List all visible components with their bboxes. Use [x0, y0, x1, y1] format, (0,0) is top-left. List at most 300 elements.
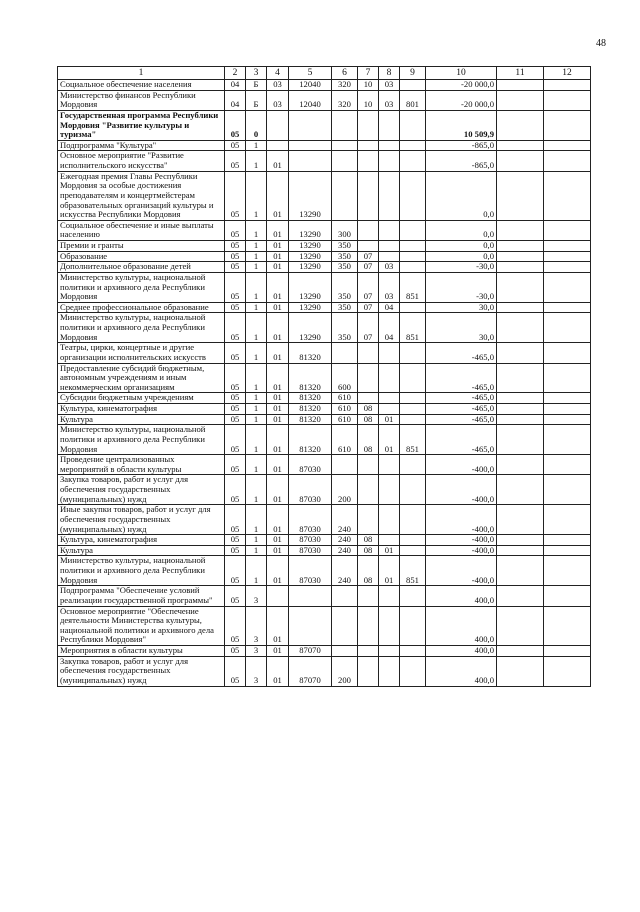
table-row	[58, 241, 591, 252]
code-cell	[400, 455, 426, 475]
table-body	[58, 80, 591, 687]
code-cell: 1	[246, 302, 267, 313]
code-cell: 01	[267, 556, 289, 586]
code-cell: 01	[267, 262, 289, 273]
code-cell: 01	[267, 302, 289, 313]
table-row	[58, 505, 591, 535]
code-cell	[400, 241, 426, 252]
code-cell: 240	[332, 535, 358, 546]
code-cell: 1	[246, 455, 267, 475]
code-cell: 13290	[289, 251, 332, 262]
code-cell: 13290	[289, 272, 332, 302]
amount-cell: -400,0	[426, 505, 497, 535]
empty-cell	[497, 343, 544, 363]
code-cell: 300	[332, 220, 358, 240]
budget-table	[57, 66, 591, 687]
empty-cell	[497, 90, 544, 110]
code-cell: 05	[225, 140, 246, 151]
amount-cell: -400,0	[426, 535, 497, 546]
code-cell: 05	[225, 505, 246, 535]
code-cell: 3	[246, 586, 267, 606]
column-header: 6	[332, 67, 358, 80]
code-cell: 10	[358, 80, 379, 91]
item-name-cell: Основное мероприятие "Развитие исполнительского искусства"	[58, 151, 225, 171]
code-cell: 05	[225, 606, 246, 646]
code-cell: 05	[225, 535, 246, 546]
code-cell: 01	[267, 241, 289, 252]
amount-cell: 0,0	[426, 220, 497, 240]
code-cell: 200	[332, 475, 358, 505]
empty-cell	[497, 556, 544, 586]
code-cell: 851	[400, 425, 426, 455]
code-cell: 350	[332, 251, 358, 262]
code-cell: 05	[225, 425, 246, 455]
code-cell: 87030	[289, 475, 332, 505]
code-cell: 600	[332, 363, 358, 393]
code-cell: 610	[332, 404, 358, 415]
amount-cell: 30,0	[426, 302, 497, 313]
code-cell	[332, 140, 358, 151]
code-cell	[358, 110, 379, 140]
empty-cell	[497, 151, 544, 171]
code-cell: 01	[379, 545, 400, 556]
empty-cell	[544, 586, 591, 606]
table-row	[58, 313, 591, 343]
code-cell	[358, 646, 379, 657]
code-cell: 05	[225, 404, 246, 415]
code-cell: 01	[267, 151, 289, 171]
code-cell: 1	[246, 251, 267, 262]
table-row	[58, 414, 591, 425]
item-name-cell: Среднее профессиональное образование	[58, 302, 225, 313]
table-row	[58, 140, 591, 151]
code-cell: 1	[246, 151, 267, 171]
empty-cell	[497, 455, 544, 475]
code-cell: 350	[332, 302, 358, 313]
code-cell: 81320	[289, 425, 332, 455]
table-row	[58, 404, 591, 415]
code-cell: 240	[332, 556, 358, 586]
code-cell: 87030	[289, 545, 332, 556]
code-cell: 851	[400, 556, 426, 586]
code-cell	[400, 80, 426, 91]
code-cell: 05	[225, 393, 246, 404]
code-cell	[379, 241, 400, 252]
amount-cell: 10 509,9	[426, 110, 497, 140]
code-cell: 1	[246, 220, 267, 240]
code-cell: 01	[379, 414, 400, 425]
code-cell: 04	[225, 80, 246, 91]
code-cell	[332, 646, 358, 657]
code-cell	[289, 151, 332, 171]
column-header: 9	[400, 67, 426, 80]
code-cell: 01	[267, 272, 289, 302]
code-cell	[400, 586, 426, 606]
item-name-cell: Культура, кинематография	[58, 535, 225, 546]
code-cell: 13290	[289, 220, 332, 240]
empty-cell	[497, 251, 544, 262]
empty-cell	[544, 241, 591, 252]
code-cell: 0	[246, 110, 267, 140]
code-cell: 01	[267, 545, 289, 556]
table-row	[58, 586, 591, 606]
table-row	[58, 425, 591, 455]
code-cell	[400, 262, 426, 273]
code-cell: 13290	[289, 241, 332, 252]
code-cell: 87030	[289, 535, 332, 546]
code-cell: 350	[332, 241, 358, 252]
amount-cell: -465,0	[426, 363, 497, 393]
code-cell: 1	[246, 393, 267, 404]
code-cell: 610	[332, 393, 358, 404]
empty-cell	[497, 393, 544, 404]
code-cell: 851	[400, 313, 426, 343]
table-row	[58, 545, 591, 556]
code-cell: 05	[225, 302, 246, 313]
code-cell	[379, 646, 400, 657]
code-cell	[332, 586, 358, 606]
code-cell	[379, 151, 400, 171]
code-cell	[400, 414, 426, 425]
table-row	[58, 606, 591, 646]
code-cell	[379, 171, 400, 220]
amount-cell: -30,0	[426, 262, 497, 273]
code-cell	[379, 220, 400, 240]
code-cell	[379, 455, 400, 475]
code-cell: 1	[246, 313, 267, 343]
code-cell	[267, 110, 289, 140]
code-cell	[379, 475, 400, 505]
code-cell: 13290	[289, 302, 332, 313]
code-cell	[358, 140, 379, 151]
item-name-cell: Министерство культуры, национальной политики и архивного дела Республики Мордовия	[58, 425, 225, 455]
amount-cell: -465,0	[426, 425, 497, 455]
code-cell	[379, 363, 400, 393]
code-cell: 200	[332, 656, 358, 686]
amount-cell: 400,0	[426, 656, 497, 686]
empty-cell	[497, 545, 544, 556]
table-row	[58, 363, 591, 393]
code-cell	[379, 535, 400, 546]
code-cell: 08	[358, 404, 379, 415]
empty-cell	[497, 535, 544, 546]
code-cell	[358, 393, 379, 404]
item-name-cell: Дополнительное образование детей	[58, 262, 225, 273]
empty-cell	[544, 262, 591, 273]
code-cell: 1	[246, 241, 267, 252]
code-cell: 05	[225, 110, 246, 140]
item-name-cell: Премии и гранты	[58, 241, 225, 252]
amount-cell: -465,0	[426, 393, 497, 404]
code-cell	[379, 656, 400, 686]
table-row	[58, 646, 591, 657]
code-cell	[289, 606, 332, 646]
code-cell: 1	[246, 343, 267, 363]
column-header: 12	[544, 67, 591, 80]
code-cell	[267, 140, 289, 151]
code-cell	[358, 505, 379, 535]
empty-cell	[497, 363, 544, 393]
code-cell: 12040	[289, 80, 332, 91]
code-cell: 81320	[289, 404, 332, 415]
empty-cell	[544, 90, 591, 110]
item-name-cell: Субсидии бюджетным учреждениям	[58, 393, 225, 404]
code-cell	[358, 586, 379, 606]
code-cell: 03	[379, 80, 400, 91]
amount-cell: -30,0	[426, 272, 497, 302]
table-row	[58, 251, 591, 262]
code-cell: 05	[225, 313, 246, 343]
code-cell	[400, 646, 426, 657]
code-cell: 05	[225, 171, 246, 220]
code-cell: 350	[332, 262, 358, 273]
code-cell: 07	[358, 302, 379, 313]
code-cell: 01	[267, 363, 289, 393]
code-cell: 1	[246, 414, 267, 425]
column-header: 1	[58, 67, 225, 80]
code-cell: 01	[267, 606, 289, 646]
empty-cell	[497, 262, 544, 273]
empty-cell	[544, 151, 591, 171]
code-cell	[358, 363, 379, 393]
code-cell	[289, 110, 332, 140]
empty-cell	[544, 171, 591, 220]
column-header: 5	[289, 67, 332, 80]
code-cell	[400, 404, 426, 415]
code-cell	[379, 110, 400, 140]
code-cell: 87070	[289, 656, 332, 686]
code-cell: 1	[246, 272, 267, 302]
code-cell: 1	[246, 171, 267, 220]
code-cell	[289, 586, 332, 606]
code-cell	[332, 110, 358, 140]
empty-cell	[544, 606, 591, 646]
empty-cell	[544, 425, 591, 455]
code-cell	[358, 343, 379, 363]
code-cell: 08	[358, 535, 379, 546]
code-cell	[358, 151, 379, 171]
item-name-cell: Культура	[58, 414, 225, 425]
code-cell	[358, 220, 379, 240]
table-row	[58, 393, 591, 404]
table-row	[58, 455, 591, 475]
code-cell: 87070	[289, 646, 332, 657]
code-cell	[358, 455, 379, 475]
empty-cell	[497, 302, 544, 313]
code-cell: 13290	[289, 262, 332, 273]
code-cell: 851	[400, 272, 426, 302]
code-cell: 3	[246, 646, 267, 657]
code-cell: 01	[267, 251, 289, 262]
code-cell: 801	[400, 90, 426, 110]
code-cell	[379, 505, 400, 535]
code-cell: 1	[246, 262, 267, 273]
code-cell: 01	[267, 414, 289, 425]
code-cell	[400, 343, 426, 363]
empty-cell	[497, 272, 544, 302]
amount-cell: 0,0	[426, 251, 497, 262]
code-cell: 320	[332, 80, 358, 91]
item-name-cell: Подпрограмма "Обеспечение условий реализации государственной программы"	[58, 586, 225, 606]
column-header: 4	[267, 67, 289, 80]
code-cell: 3	[246, 606, 267, 646]
code-cell	[267, 586, 289, 606]
empty-cell	[497, 646, 544, 657]
empty-cell	[544, 343, 591, 363]
amount-cell: -865,0	[426, 151, 497, 171]
item-name-cell: Ежегодная премия Главы Республики Мордовия за особые достижения преподавателям и концертмейстерам образовательных организаций культуры и искусства Республики Мордовия	[58, 171, 225, 220]
code-cell: 320	[332, 90, 358, 110]
code-cell	[400, 535, 426, 546]
code-cell: 01	[267, 313, 289, 343]
table-row	[58, 656, 591, 686]
item-name-cell: Образование	[58, 251, 225, 262]
empty-cell	[544, 505, 591, 535]
code-cell: 350	[332, 313, 358, 343]
code-cell: 10	[358, 90, 379, 110]
code-cell: 01	[267, 646, 289, 657]
code-cell: 87030	[289, 455, 332, 475]
table-row	[58, 262, 591, 273]
column-header: 11	[497, 67, 544, 80]
code-cell: 03	[379, 90, 400, 110]
code-cell: 03	[267, 80, 289, 91]
code-cell: 01	[267, 425, 289, 455]
code-cell: 01	[267, 505, 289, 535]
table-row	[58, 171, 591, 220]
code-cell: 07	[358, 272, 379, 302]
code-cell	[332, 455, 358, 475]
code-cell: 03	[379, 262, 400, 273]
code-cell	[358, 171, 379, 220]
code-cell: 07	[358, 262, 379, 273]
empty-cell	[544, 646, 591, 657]
code-cell	[400, 302, 426, 313]
code-cell: 01	[379, 556, 400, 586]
code-cell	[379, 343, 400, 363]
amount-cell: 400,0	[426, 586, 497, 606]
amount-cell: 400,0	[426, 606, 497, 646]
code-cell	[400, 251, 426, 262]
code-cell: 05	[225, 363, 246, 393]
code-cell	[400, 475, 426, 505]
empty-cell	[497, 80, 544, 91]
code-cell: 08	[358, 556, 379, 586]
code-cell: 07	[358, 313, 379, 343]
empty-cell	[497, 586, 544, 606]
code-cell: 01	[267, 535, 289, 546]
code-cell	[358, 241, 379, 252]
empty-cell	[497, 220, 544, 240]
code-cell: 04	[225, 90, 246, 110]
empty-cell	[497, 606, 544, 646]
item-name-cell: Министерство культуры, национальной политики и архивного дела Республики Мордовия	[58, 272, 225, 302]
code-cell: 01	[267, 343, 289, 363]
empty-cell	[497, 404, 544, 415]
code-cell	[332, 606, 358, 646]
code-cell	[379, 606, 400, 646]
amount-cell: -20 000,0	[426, 90, 497, 110]
code-cell	[400, 393, 426, 404]
amount-cell: -400,0	[426, 475, 497, 505]
header-row	[58, 67, 591, 80]
code-cell: 04	[379, 302, 400, 313]
code-cell: 240	[332, 545, 358, 556]
item-name-cell: Государственная программа Республики Мордовия "Развитие культуры и туризма"	[58, 110, 225, 140]
code-cell: 05	[225, 241, 246, 252]
column-header: 3	[246, 67, 267, 80]
code-cell: 01	[267, 393, 289, 404]
table-row	[58, 343, 591, 363]
code-cell	[400, 505, 426, 535]
code-cell: Б	[246, 90, 267, 110]
empty-cell	[544, 545, 591, 556]
code-cell	[400, 545, 426, 556]
item-name-cell: Предоставление субсидий бюджетным, автономным учреждениям и иным некоммерческим организациям	[58, 363, 225, 393]
amount-cell: -465,0	[426, 343, 497, 363]
code-cell: 05	[225, 586, 246, 606]
code-cell	[379, 404, 400, 415]
amount-cell: -465,0	[426, 404, 497, 415]
code-cell: 81320	[289, 363, 332, 393]
code-cell: 87030	[289, 505, 332, 535]
code-cell	[400, 363, 426, 393]
code-cell: 1	[246, 475, 267, 505]
code-cell	[379, 586, 400, 606]
amount-cell: -400,0	[426, 545, 497, 556]
amount-cell: -400,0	[426, 556, 497, 586]
code-cell: 1	[246, 545, 267, 556]
code-cell: 81320	[289, 343, 332, 363]
code-cell	[332, 171, 358, 220]
empty-cell	[497, 171, 544, 220]
code-cell: 03	[379, 272, 400, 302]
code-cell: 01	[267, 220, 289, 240]
code-cell: 1	[246, 140, 267, 151]
column-header: 8	[379, 67, 400, 80]
empty-cell	[497, 313, 544, 343]
code-cell: 05	[225, 556, 246, 586]
empty-cell	[497, 475, 544, 505]
code-cell	[400, 220, 426, 240]
code-cell: 81320	[289, 393, 332, 404]
amount-cell: -20 000,0	[426, 80, 497, 91]
item-name-cell: Закупка товаров, работ и услуг для обеспечения государственных (муниципальных) нужд	[58, 475, 225, 505]
code-cell	[358, 656, 379, 686]
table-row	[58, 535, 591, 546]
empty-cell	[544, 535, 591, 546]
code-cell	[289, 140, 332, 151]
item-name-cell: Культура, кинематография	[58, 404, 225, 415]
code-cell: 01	[267, 455, 289, 475]
empty-cell	[544, 393, 591, 404]
table-row	[58, 302, 591, 313]
code-cell: 05	[225, 646, 246, 657]
empty-cell	[497, 241, 544, 252]
empty-cell	[544, 140, 591, 151]
code-cell: 07	[358, 251, 379, 262]
code-cell: 610	[332, 414, 358, 425]
code-cell: 01	[267, 656, 289, 686]
code-cell: 3	[246, 656, 267, 686]
code-cell	[400, 110, 426, 140]
amount-cell: 400,0	[426, 646, 497, 657]
code-cell: 87030	[289, 556, 332, 586]
code-cell	[332, 343, 358, 363]
item-name-cell: Мероприятия в области культуры	[58, 646, 225, 657]
code-cell: 350	[332, 272, 358, 302]
item-name-cell: Закупка товаров, работ и услуг для обеспечения государственных (муниципальных) нужд	[58, 656, 225, 686]
